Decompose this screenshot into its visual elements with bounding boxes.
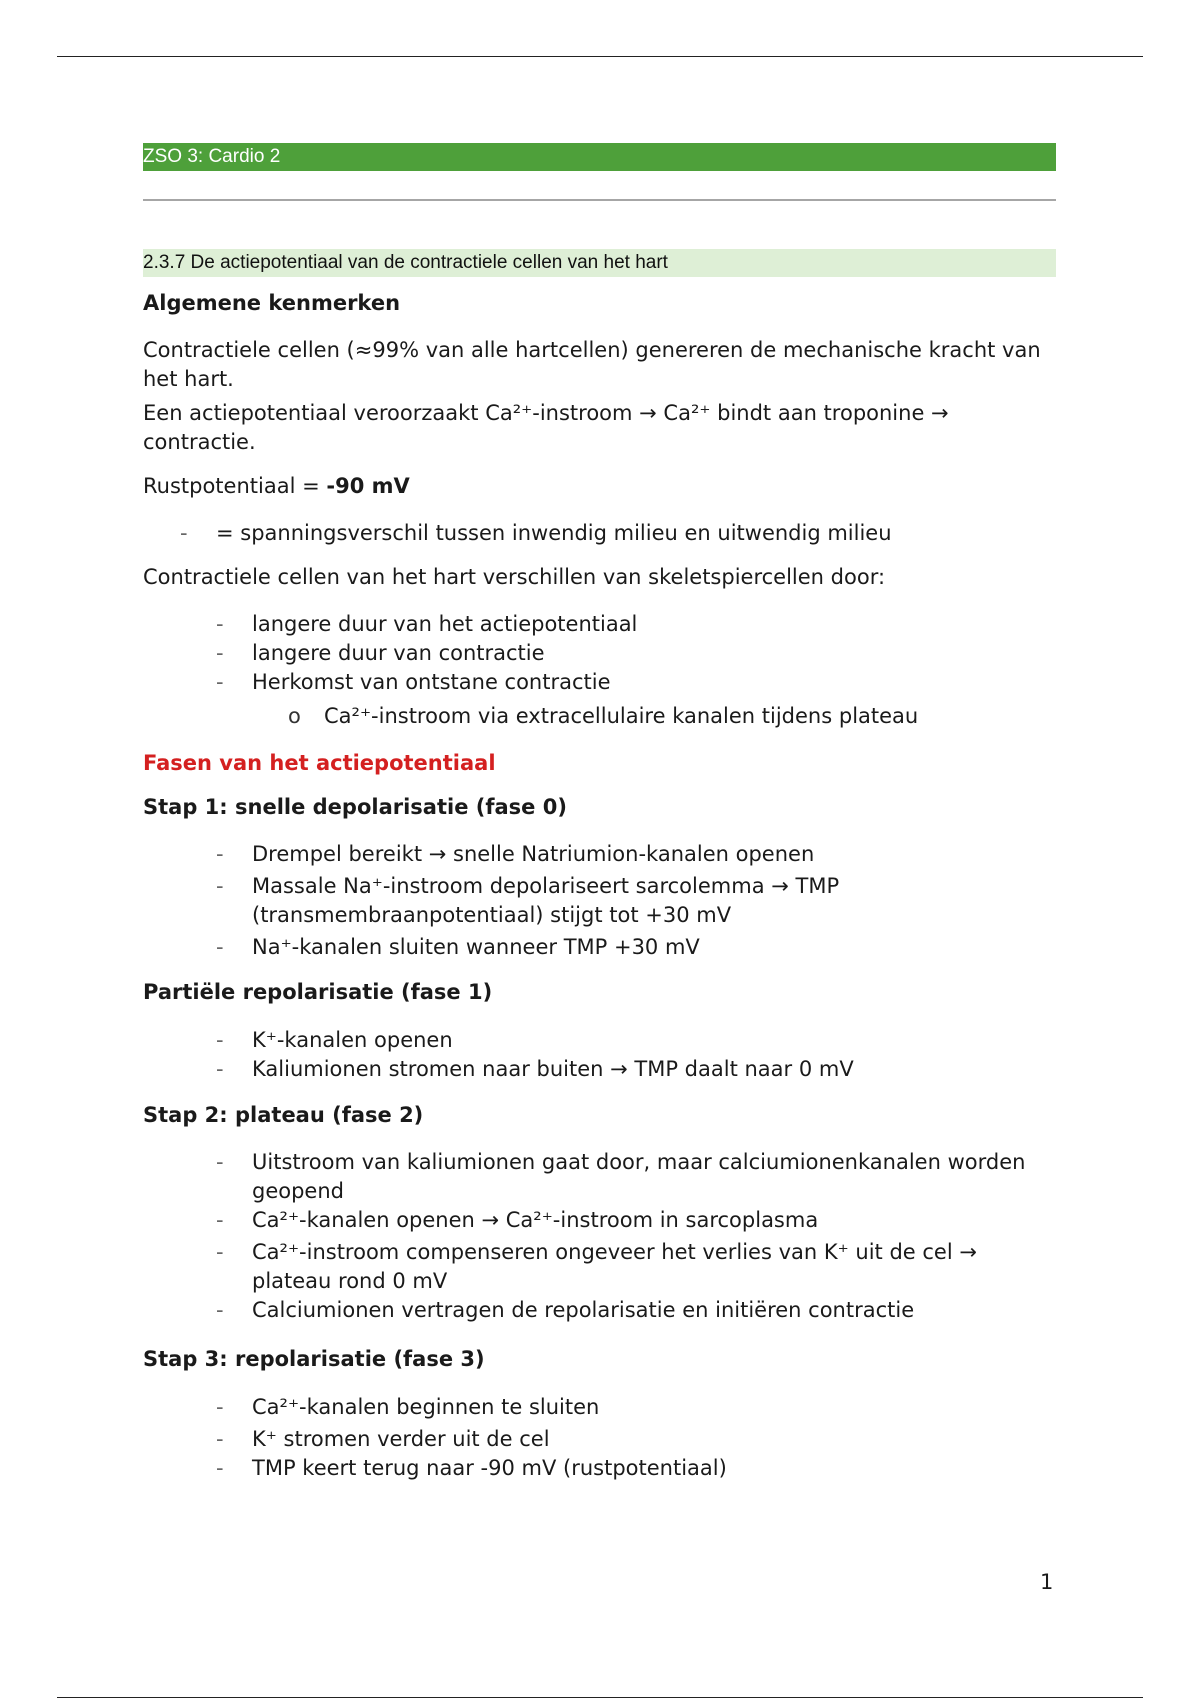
rest-bullet-list bbox=[143, 519, 1056, 548]
list-item: - Ca²⁺-instroom compenseren ongeveer het verlies van K⁺ uit de cel → plateau rond 0 mV bbox=[143, 1238, 1056, 1296]
list-item: - Ca²⁺-kanalen beginnen te sluiten bbox=[143, 1393, 1056, 1422]
rest-label: Rustpotentiaal = bbox=[143, 474, 327, 498]
list-item: - Kaliumionen stromen naar buiten → TMP daalt naar 0 mV bbox=[143, 1055, 1056, 1084]
list-item: - = spanningsverschil tussen inwendig milieu en uitwendig milieu bbox=[143, 519, 1056, 548]
list-item: - Calciumionen vertragen de repolarisatie en initiëren contractie bbox=[143, 1296, 1056, 1325]
step3-heading: Stap 3: repolarisatie (fase 3) bbox=[143, 1347, 485, 1371]
list-item: o Ca²⁺-instroom via extracellulaire kanalen tijdens plateau bbox=[143, 702, 1056, 731]
rest-potential bbox=[143, 472, 1056, 501]
header-rule bbox=[57, 56, 1143, 57]
section-banner: 2.3.7 De actiepotentiaal van de contractiele cellen van het hart bbox=[143, 249, 1056, 277]
general-para-2: Een actiepotentiaal veroorzaakt Ca²⁺-instroom → Ca²⁺ bindt aan troponine → contractie. bbox=[143, 401, 949, 454]
diff-sub-list bbox=[143, 702, 1056, 731]
chapter-banner: ZSO 3: Cardio 2 bbox=[143, 143, 1056, 171]
step1-heading: Stap 1: snelle depolarisatie (fase 0) bbox=[143, 795, 567, 819]
list-item: - K⁺ stromen verder uit de cel bbox=[143, 1425, 1056, 1454]
step3-list bbox=[143, 1393, 1056, 1483]
list-item: - langere duur van het actiepotentiaal bbox=[143, 610, 1056, 639]
list-item: - TMP keert terug naar -90 mV (rustpotentiaal) bbox=[143, 1454, 1056, 1483]
partial-list bbox=[143, 1026, 1056, 1084]
list-item: - Herkomst van ontstane contractie bbox=[143, 668, 1056, 697]
list-item: - Na⁺-kanalen sluiten wanneer TMP +30 mV bbox=[143, 933, 1056, 962]
step2-heading: Stap 2: plateau (fase 2) bbox=[143, 1103, 424, 1127]
general-heading: Algemene kenmerken bbox=[143, 291, 401, 315]
diff-list bbox=[143, 610, 1056, 697]
diff-intro: Contractiele cellen van het hart verschillen van skeletspiercellen door: bbox=[143, 565, 886, 589]
general-para-1: Contractiele cellen (≈99% van alle hartcellen) genereren de mechanische kracht van het hart. bbox=[143, 338, 1041, 391]
list-item: - K⁺-kanalen openen bbox=[143, 1026, 1056, 1055]
step2-list bbox=[143, 1148, 1056, 1325]
step1-list bbox=[143, 840, 1056, 962]
rest-value: -90 mV bbox=[326, 474, 410, 498]
footer-rule bbox=[57, 1697, 1143, 1698]
list-item: - Massale Na⁺-instroom depolariseert sarcolemma → TMP (transmembraanpotentiaal) stijgt tot +30 mV bbox=[143, 872, 1056, 930]
page-number: 1 bbox=[1040, 1570, 1054, 1594]
list-item: - langere duur van contractie bbox=[143, 639, 1056, 668]
list-item: - Uitstroom van kaliumionen gaat door, maar calciumionenkanalen worden geopend bbox=[143, 1148, 1056, 1206]
divider bbox=[143, 199, 1056, 201]
list-item: - Drempel bereikt → snelle Natriumion-kanalen openen bbox=[143, 840, 1056, 869]
list-item: - Ca²⁺-kanalen openen → Ca²⁺-instroom in sarcoplasma bbox=[143, 1206, 1056, 1235]
phases-title: Fasen van het actiepotentiaal bbox=[143, 751, 496, 775]
partial-heading: Partiële repolarisatie (fase 1) bbox=[143, 980, 493, 1004]
